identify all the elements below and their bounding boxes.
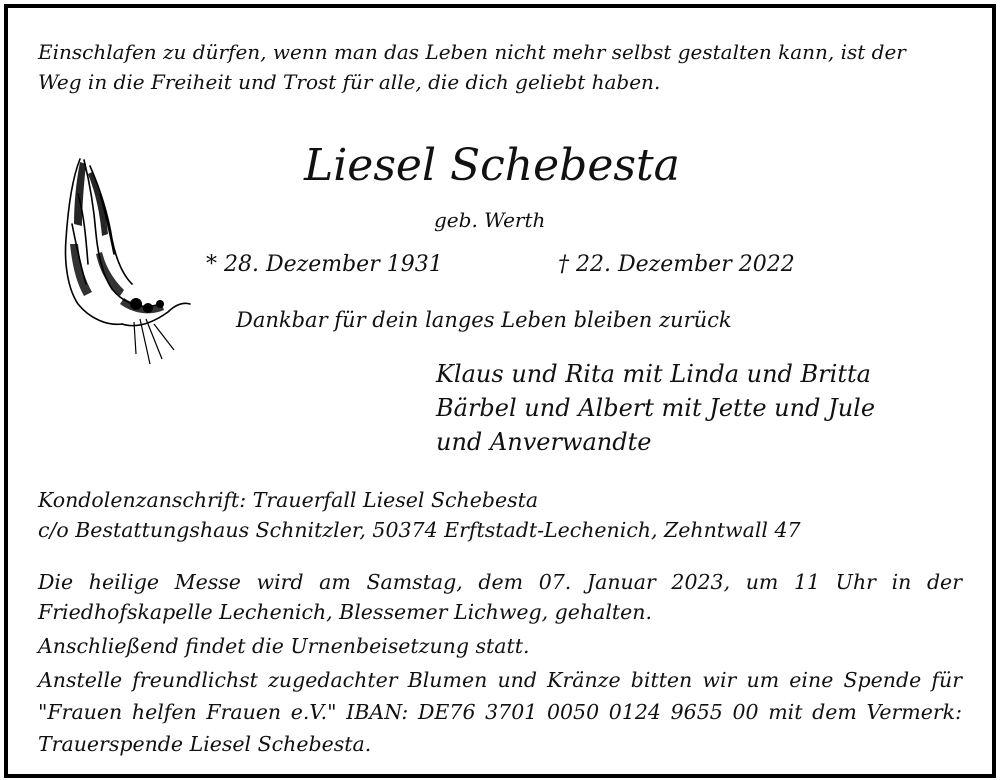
deceased-name: Liesel Schebesta: [304, 140, 680, 191]
motto-line-2: Weg in die Freiheit und Trost für alle, die dich geliebt haben.: [38, 70, 661, 94]
service-line-5: "Frauen helfen Frauen e.V." IBAN: DE76 3701 0050 0124 9655 00 mit dem Vermerk:: [38, 700, 962, 724]
birth-name: geb. Werth: [434, 208, 546, 232]
mourner-line-2: Bärbel und Albert mit Jette und Jule: [436, 394, 876, 422]
service-line-4: Anstelle freundlichst zugedachter Blumen und Kränze bitten wir um eine Spende für: [38, 668, 962, 692]
service-line-6: Trauerspende Liesel Schebesta.: [38, 732, 372, 756]
thanks-line: Dankbar für dein langes Leben bleiben zurück: [236, 308, 732, 332]
mourner-line-1: Klaus und Rita mit Linda und Britta: [436, 360, 871, 388]
condolence-line-1: Kondolenzanschrift: Trauerfall Liesel Schebesta: [38, 488, 539, 512]
service-line-1: Die heilige Messe wird am Samstag, dem 07. Januar 2023, um 11 Uhr in der: [38, 570, 962, 594]
motto-line-1: Einschlafen zu dürfen, wenn man das Leben nicht mehr selbst gestalten kann, ist der: [38, 40, 906, 64]
condolence-line-2: c/o Bestattungshaus Schnitzler, 50374 Erftstadt-Lechenich, Zehntwall 47: [38, 518, 801, 542]
birth-date: * 28. Dezember 1931: [206, 252, 443, 277]
praying-hands-icon: [50, 154, 200, 374]
mourner-line-3: und Anverwandte: [436, 428, 652, 456]
service-line-2: Friedhofskapelle Lechenich, Blessemer Lichweg, gehalten.: [38, 600, 653, 624]
service-line-3: Anschließend findet die Urnenbeisetzung statt.: [38, 634, 530, 658]
death-date: † 22. Dezember 2022: [558, 252, 795, 277]
obituary-notice: [4, 4, 996, 778]
